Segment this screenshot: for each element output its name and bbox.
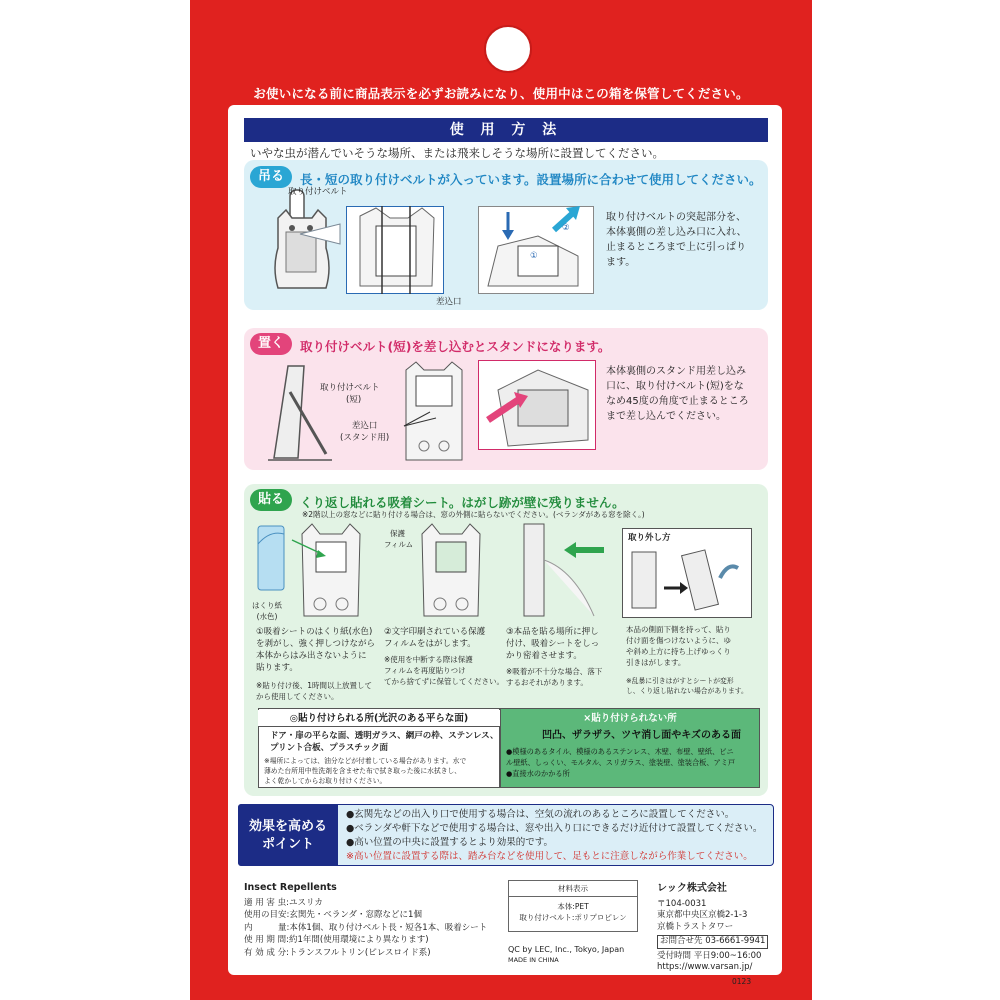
info-row: 適 用 害 虫:ユスリカ: [244, 897, 323, 908]
stand-belt-label: 取り付けベルト: [320, 383, 380, 393]
hang-desc-line: 本体裏側の差し込み口に入れ、: [606, 227, 747, 238]
stand-slot-label-sub: (スタンド用): [340, 433, 390, 443]
info-row: 使用の目安:玄関先・ベランダ・窓際などに1個: [244, 910, 422, 920]
step2-note: てから捨てずに保管してください。: [384, 677, 504, 686]
good-surfaces-note: よく乾かしてからお取り付けください。: [264, 777, 387, 785]
removal-illustration: [628, 548, 748, 614]
removal-title: 取り外し方: [628, 533, 671, 543]
tips-label-line: 効果を高める: [248, 819, 327, 834]
product-name-en: Insect Repellents: [244, 882, 337, 893]
hang-step-1: ①: [530, 251, 538, 261]
info-row: 使 用 期 間:約1年間(使用環境により異なります): [244, 935, 429, 945]
film-label-sub: フィルム: [384, 540, 414, 549]
stand-desc-line: 本体裏側のスタンド用差し込み: [606, 366, 746, 377]
hang-hole: [484, 25, 532, 73]
company-hours: 受付時間 平日9:00~16:00: [657, 950, 762, 961]
hang-belt-label: 取り付けベルト: [288, 187, 348, 197]
step2-line: フィルムをはがします。: [384, 639, 476, 649]
hang-desc-line: 止まるところまで上に引っぱり: [606, 242, 746, 253]
info-key: 有 効 成 分: [244, 947, 287, 958]
film-label: 保護: [390, 529, 405, 538]
stand-back-illustration: [400, 360, 468, 464]
good-surfaces-note: 薄めた台所用中性洗剤を含ませた布で拭き取った後に水拭きし、: [264, 767, 462, 775]
stand-slot-label: 差込口: [351, 421, 378, 431]
hang-slot-label: 差込口: [436, 297, 462, 307]
usage-title: 使 用 方 法: [244, 118, 768, 142]
step3-line: ③本品を貼る場所に押し: [506, 627, 599, 637]
stick-step2-illustration: [412, 520, 492, 620]
removal-note: し、くり返し貼れない場合があります。: [626, 687, 748, 695]
step1-line: 貼ります。: [256, 663, 298, 673]
release-paper-label-sub: (水色): [256, 612, 278, 621]
info-row: 内 量:本体1個、取り付けベルト長・短各1本、吸着シート: [244, 922, 488, 933]
step1-note: から使用してください。: [256, 692, 339, 701]
made-in: MADE IN CHINA: [508, 956, 559, 964]
material-body: 本体:PET: [557, 902, 589, 911]
company-address: 東京都中央区京橋2-1-3: [657, 910, 748, 920]
bad-surfaces-line: ●模様のあるタイル、模様のあるステンレス、木壁、布壁、壁紙、ビニ: [506, 747, 734, 756]
good-surfaces-line: プリント合板、プラスチック面: [270, 743, 388, 753]
hang-desc-line: ます。: [606, 257, 636, 268]
tip-item: ●ベランダや軒下などで使用する場合は、窓や出入り口にできるだけ近付けて設置してください。: [346, 823, 763, 834]
info-row: 有 効 成 分:トランスフルトリン(ピレスロイド系): [244, 947, 431, 958]
material-title: 材料表示: [509, 881, 637, 897]
step1-line: ①吸着シートのはくり紙(水色): [256, 627, 373, 637]
good-surfaces-note: ※場所によっては、油分などが付着している場合があります。水で: [264, 757, 467, 765]
step2-note: ※使用を中断する際は保護: [384, 655, 473, 664]
stick-step1-illustration: [292, 520, 372, 620]
stand-desc-line: なめ45度の角度で止まるところ: [606, 396, 749, 407]
info-value: トランスフルトリン(ピレスロイド系): [288, 947, 431, 958]
removal-line: 付け面を傷つけないように、ゆ: [626, 636, 731, 645]
stand-closeup-illustration: [478, 360, 596, 450]
stick-tag: 貼る: [250, 489, 292, 511]
stand-headline: 取り付けベルト(短)を差し込むとスタンドになります。: [300, 339, 611, 354]
info-key: 使用の目安: [244, 910, 287, 920]
removal-note: ※乱暴に引きはがすとシートが変形: [626, 677, 734, 685]
tips-label-line: ポイント: [261, 837, 314, 852]
stand-desc-line: まで差し込んでください。: [606, 411, 726, 422]
company-postal: 〒104-0031: [657, 898, 707, 909]
removal-line: や斜め上方に持ち上げゆっくり: [626, 647, 731, 656]
info-key: 適 用 害 虫: [244, 897, 287, 908]
hang-headline: 長・短の取り付けベルトが入っています。設置場所に合わせて使用してください。: [300, 172, 762, 187]
removal-line: 引きはがします。: [626, 658, 686, 667]
bad-surfaces-headline: 凹凸、ザラザラ、ツヤ消し面やキズのある面: [542, 730, 741, 741]
release-paper-label: はくり紙: [252, 601, 282, 610]
bad-surfaces-title: ×貼り付けられない所: [583, 713, 677, 724]
bad-surfaces-line: ●直接水のかかる所: [506, 769, 570, 778]
step3-line: かり密着させます。: [506, 651, 582, 661]
info-value: 約1年間(使用環境により異なります): [288, 935, 429, 945]
material-belt: 取り付けベルト:ポリプロピレン: [519, 913, 627, 922]
tip-item: ●高い位置の中央に設置するとより効果的です。: [346, 837, 554, 848]
product-info: [244, 882, 487, 959]
step3-note: するおそれがあります。: [506, 678, 588, 687]
step3-note: ※吸着が不十分な場合、落下: [506, 667, 603, 676]
stick-headline: くり返し貼れる吸着シート。はがし跡が壁に残りません。: [300, 495, 625, 510]
company-contact: お問合せ先 03-6661-9941: [657, 935, 768, 949]
company-url: https://www.varsan.jp/: [657, 962, 753, 972]
stand-desc-line: 口に、取り付けベルト(短)をな: [606, 381, 744, 392]
stick-step3-illustration: [514, 520, 610, 620]
hang-closeup-illustration: [346, 206, 444, 294]
removal-line: 本品の側面下側を持って、貼り: [626, 625, 731, 634]
step2-line: ②文字印刷されている保護: [384, 627, 486, 637]
tip-caution: ※高い位置に設置する際は、踏み台などを使用して、足もとに注意しながら作業してください。: [346, 851, 753, 862]
info-value: 本体1個、取り付けベルト長・短各1本、吸着シート: [289, 922, 488, 933]
bad-surfaces-line: ル壁紙、しっくい、モルタル、スリガラス、塗装壁、塗装合板、アミ戸: [506, 758, 736, 767]
hang-step-2: ②: [562, 223, 570, 233]
material-box: [508, 880, 638, 932]
info-value: 玄関先・ベランダ・窓際などに1個: [289, 910, 422, 920]
company-address: 京橋トラストタワー: [657, 921, 734, 932]
usage-intro: いやな虫が潜んでいそうな場所、または飛来しそうな場所に設置してください。: [250, 146, 664, 160]
lot-code: 0123: [732, 977, 752, 986]
step1-line: 本体からはみ出さないように: [256, 651, 367, 661]
step1-line: を剥がし、強く押しつけながら: [256, 639, 376, 649]
hang-tag: 吊る: [250, 166, 292, 188]
info-key: 内 量: [244, 922, 287, 933]
info-value: ユスリカ: [288, 897, 323, 908]
info-key: 使 用 期 間: [244, 935, 287, 945]
step1-note: ※貼り付け後、1時間以上放置して: [256, 681, 373, 690]
tip-item: ●玄関先などの出入り口で使用する場合は、空気の流れのあるところに設置してください。: [346, 809, 735, 820]
release-paper-illustration: [256, 524, 286, 592]
company-block: [657, 883, 768, 974]
step2-note: フィルムを再度貼りつけ: [384, 666, 466, 675]
qc-line: QC by LEC, Inc., Tokyo, Japan: [508, 945, 625, 954]
top-warning-banner: お使いになる前に商品表示を必ずお読みになり、使用中はこの箱を保管してください。: [253, 86, 749, 101]
stick-note: ※2階以上の窓などに貼り付ける場合は、窓の外側に貼らないでください。(ベランダがある窓を除く。): [302, 510, 645, 519]
hang-device-illustration: [268, 188, 348, 308]
hang-desc-line: 取り付けベルトの突起部分を、: [606, 212, 746, 223]
hang-callout-wedge: [300, 224, 340, 244]
step3-line: 付け、吸着シートをしっ: [506, 639, 600, 649]
stand-side-illustration: [268, 362, 332, 462]
tips-label: [238, 804, 338, 866]
stand-belt-label-sub: (短): [346, 395, 362, 405]
good-surfaces-title: ◎貼り付けられる所(光沢のある平らな面): [258, 710, 500, 727]
company-name: レック株式会社: [657, 883, 727, 894]
stand-tag: 置く: [250, 333, 292, 355]
good-surfaces-line: ドア・扉の平らな面、透明ガラス、網戸の枠、ステンレス、: [270, 731, 499, 741]
